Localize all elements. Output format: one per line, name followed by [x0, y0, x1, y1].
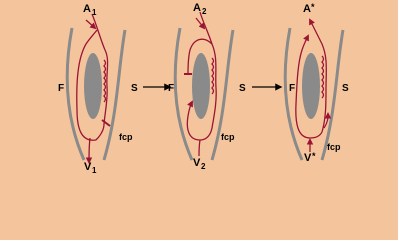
flow-arrow-in [86, 20, 95, 28]
top-label: A [303, 3, 311, 15]
left-wall [67, 28, 84, 160]
bottom-sub: 2 [201, 162, 206, 171]
flow-path-wave [104, 60, 106, 102]
right-label: S [342, 83, 349, 94]
corner-label: fcp [119, 132, 133, 142]
bottom-sub: * [312, 151, 316, 161]
nucleus [192, 53, 210, 119]
nucleus [302, 53, 320, 119]
panel-1 [58, 3, 138, 175]
left-label: F [289, 83, 296, 94]
bottom-label: V [84, 161, 92, 173]
panel-2 [168, 2, 246, 171]
left-label: F [168, 83, 175, 94]
left-wall [175, 28, 192, 160]
flow-path-wave [212, 58, 214, 94]
flow-path-bottom [310, 132, 322, 138]
right-wall [322, 30, 343, 160]
flow-path-outflow [89, 138, 90, 162]
top-sub: 2 [202, 7, 207, 16]
flow-path-wave [322, 56, 324, 98]
right-label: S [239, 83, 246, 94]
top-label: A [193, 2, 201, 14]
bottom-label: V [193, 157, 201, 169]
bottom-sub: 1 [92, 166, 97, 175]
right-label: S [131, 83, 138, 94]
bottom-label: V [304, 152, 312, 164]
flow-path-branch [102, 120, 110, 126]
top-sub: * [311, 2, 315, 12]
corner-label: fcp [221, 132, 235, 142]
nucleus [84, 53, 102, 119]
left-label: F [58, 83, 65, 94]
top-label: A [83, 3, 91, 15]
corner-label: fcp [327, 142, 341, 152]
flow-path-outflow [199, 140, 200, 156]
top-sub: 1 [92, 8, 97, 17]
left-wall [285, 28, 302, 160]
panel-3 [285, 2, 349, 164]
